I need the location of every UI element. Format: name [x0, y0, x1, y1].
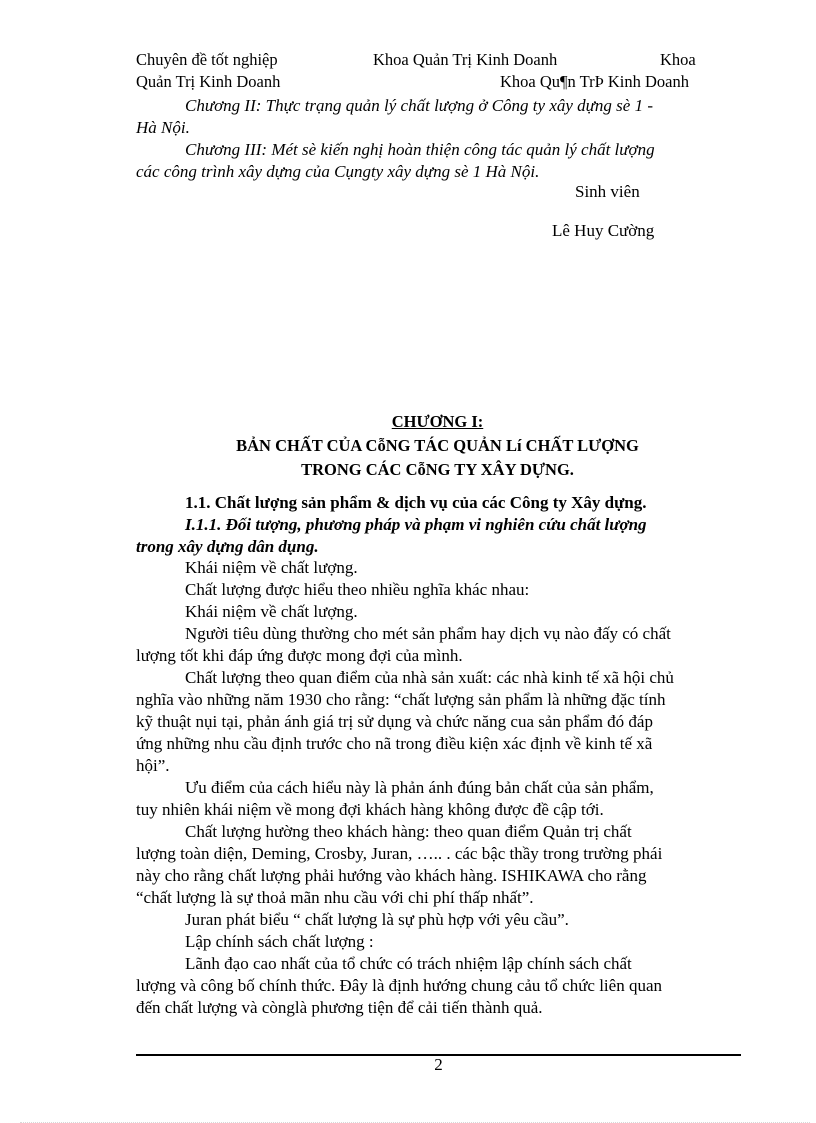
body-line: Lãnh đạo cao nhất của tổ chức có trách nhiệm lập chính sách chất [185, 954, 632, 973]
chapter-title-line2: TRONG CÁC CỗNG TY XÂY DỰNG. [301, 460, 574, 479]
signature-author: Lê Huy Cường [552, 221, 655, 240]
body-line: ứng những nhu cầu định trước cho nã trong điều kiện xác định về kinh tế xã [136, 734, 653, 753]
body-line: lượng và công bố chính thức. Đây là định hướng chung cảu tổ chức liên quan [136, 976, 662, 995]
body-line: Khái niệm về chất lượng. [185, 602, 358, 621]
body-line: Lập chính sách chất lượng : [185, 932, 374, 951]
page-number: 2 [434, 1055, 443, 1074]
body-line: lượng toàn diện, Deming, Crosby, Juran, ….. . các bậc thầy trong trường phái [136, 844, 663, 863]
intro-chapter2 [136, 95, 739, 139]
header-center-top: Khoa Quản Trị Kinh Doanh [373, 50, 558, 69]
subsection-heading [136, 514, 739, 558]
chapter-heading [136, 410, 739, 482]
body-line: Khái niệm về chất lượng. [185, 558, 358, 577]
body-text [136, 557, 739, 1019]
body-line: tuy nhiên khái niệm về mong đợi khách hàng không được đề cập tới. [136, 800, 604, 819]
section-heading [136, 492, 739, 514]
body-paragraph [136, 953, 739, 1019]
body-line: Chất lượng hường theo khách hàng: theo quan điểm Quản trị chất [185, 822, 632, 841]
body-line: này cho rằng chất lượng phải hướng vào khách hàng. ISHIKAWA cho rằng [136, 866, 647, 885]
header-left-top: Chuyên đề tốt nghiệp [136, 50, 278, 69]
body-line: kỹ thuật nụi tại, phản ánh giá trị sử dụng và chức năng cua sản phẩm đó đáp [136, 712, 653, 731]
body-line: “chất lượng là sự thoả mãn nhu cầu với chi phí thấp nhất”. [136, 888, 534, 907]
body-paragraph [136, 579, 739, 601]
intro-chapter3 [136, 139, 739, 183]
body-line: nghĩa vào những năm 1930 cho rằng: “chất lượng sản phẩm là những đặc tính [136, 690, 666, 709]
body-paragraph [136, 931, 739, 953]
body-line: lượng tốt khi đáp ứng được mong đợi của mình. [136, 646, 463, 665]
chapter-title-line1: BẢN CHẤT CỦA CỗNG TÁC QUẢN Lí CHẤT LƯỢNG [236, 436, 639, 455]
section-heading-text: 1.1. Chất lượng sản phẩm & dịch vụ của các Công ty Xây dựng. [185, 493, 647, 512]
header-left-bottom: Quản Trị Kinh Doanh [136, 72, 281, 91]
body-line: Chất lượng theo quan điểm của nhà sản xuất: các nhà kinh tế xã hội chủ [185, 668, 674, 687]
intro-chapter3-line2: các công trình xây dựng của Cụngty xây dựng sè 1 Hà Nội. [136, 162, 540, 181]
body-line: Người tiêu dùng thường cho mét sản phẩm hay dịch vụ nào đấy có chất [185, 624, 671, 643]
intro-chapter2-line1: Chương II: Thực trạng quản lý chất lượng ở Công ty xây dựng sè 1 - [185, 96, 653, 115]
body-line: Ưu điểm của cách hiểu này là phản ánh đúng bản chất của sản phẩm, [185, 778, 654, 797]
chapter-label: CHƯƠNG I: [391, 412, 484, 431]
body-paragraph [136, 557, 739, 579]
intro-chapter2-line2: Hà Nội. [136, 118, 190, 137]
body-paragraph [136, 601, 739, 623]
body-line: Juran phát biểu “ chất lượng là sự phù hợp với yêu cầu”. [185, 910, 569, 929]
header-right-top: Khoa [660, 50, 696, 69]
body-paragraph [136, 777, 739, 821]
subsection-heading-line1: I.1.1. Đối tượng, phương pháp và phạm vi nghiên cứu chất lượng [185, 515, 647, 534]
body-paragraph [136, 909, 739, 931]
body-line: Chất lượng được hiểu theo nhiều nghĩa khác nhau: [185, 580, 530, 599]
body-paragraph [136, 667, 739, 777]
body-line: hội”. [136, 756, 170, 775]
intro-chapter3-line1: Chương III: Mét sè kiến nghị hoàn thiện công tác quản lý chất lượng [185, 140, 655, 159]
header-right-bottom: Khoa Qu¶n TrÞ Kinh Doanh [500, 72, 689, 91]
body-paragraph [136, 623, 739, 667]
body-paragraph [136, 821, 739, 909]
body-line: đến chất lượng và cònglà phương tiện để cải tiến thành quả. [136, 998, 543, 1017]
subsection-heading-line2: trong xây dựng dân dụng. [136, 537, 319, 556]
signature-role: Sinh viên [575, 182, 640, 201]
